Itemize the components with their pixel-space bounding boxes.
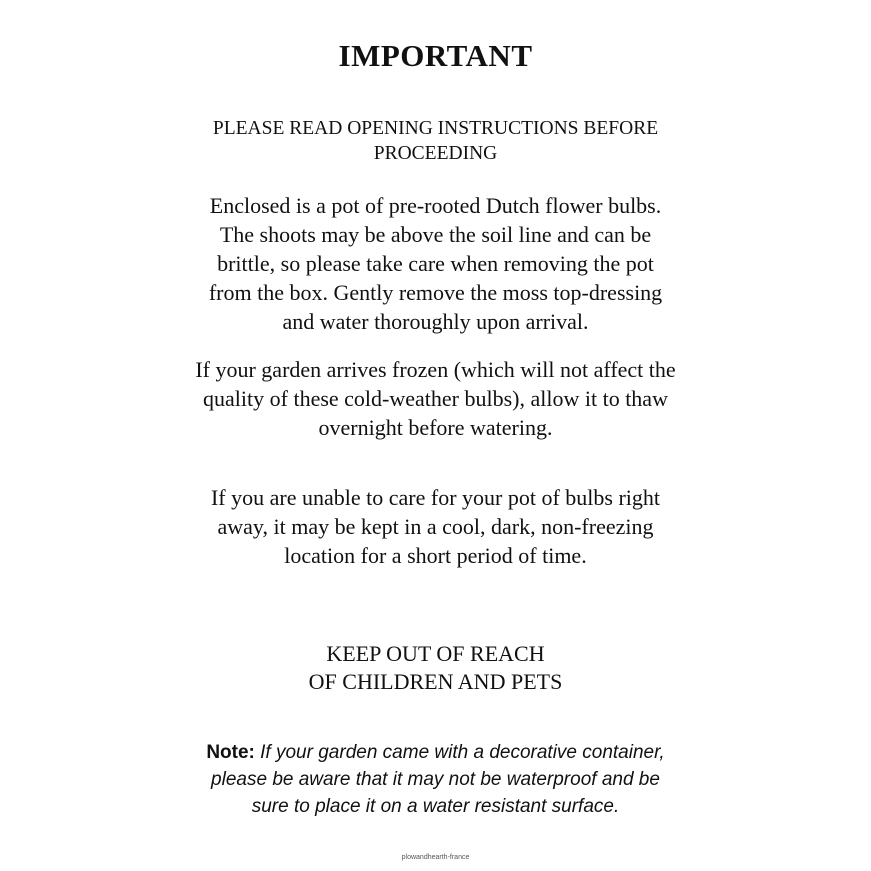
note-line: sure to place it on a water resistant surface. — [251, 796, 620, 817]
opening-instructions-heading — [0, 116, 871, 166]
paragraph-line: If you are unable to care for your pot of bulbs right — [210, 485, 661, 510]
paragraph-line: Enclosed is a pot of pre-rooted Dutch flower bulbs. — [209, 193, 662, 218]
safety-warning — [0, 640, 871, 696]
footer-credit: plowandhearth-france — [401, 854, 470, 861]
page-title: IMPORTANT — [338, 38, 533, 73]
note-line — [0, 739, 871, 766]
warning-line: OF CHILDREN AND PETS — [308, 669, 563, 694]
note-text: If your garden came with a decorative container, — [260, 742, 665, 763]
instructions-line: PLEASE READ OPENING INSTRUCTIONS BEFORE — [212, 118, 659, 139]
warning-line: KEEP OUT OF REACH — [326, 641, 545, 666]
note-label: Note: — [206, 742, 255, 763]
paragraph-bulbs-description — [0, 191, 871, 336]
paragraph-frozen-garden — [0, 355, 871, 442]
paragraph-line: The shoots may be above the soil line and can be — [219, 222, 652, 247]
paragraph-line: quality of these cold-weather bulbs), allow it to thaw — [203, 386, 668, 411]
instructions-line: PROCEEDING — [373, 143, 498, 164]
paragraph-line: If your garden arrives frozen (which will not affect the — [195, 357, 676, 382]
paragraph-line: from the box. Gently remove the moss top-dressing — [208, 280, 663, 305]
paragraph-line: location for a short period of time. — [284, 543, 587, 568]
container-note — [0, 739, 871, 820]
note-line: please be aware that it may not be waterproof and be — [211, 769, 660, 790]
paragraph-line: and water thoroughly upon arrival. — [282, 309, 589, 334]
paragraph-storage — [0, 483, 871, 570]
paragraph-line: away, it may be kept in a cool, dark, non-freezing — [217, 514, 654, 539]
paragraph-line: brittle, so please take care when removing the pot — [217, 251, 654, 276]
paragraph-line: overnight before watering. — [318, 415, 553, 440]
